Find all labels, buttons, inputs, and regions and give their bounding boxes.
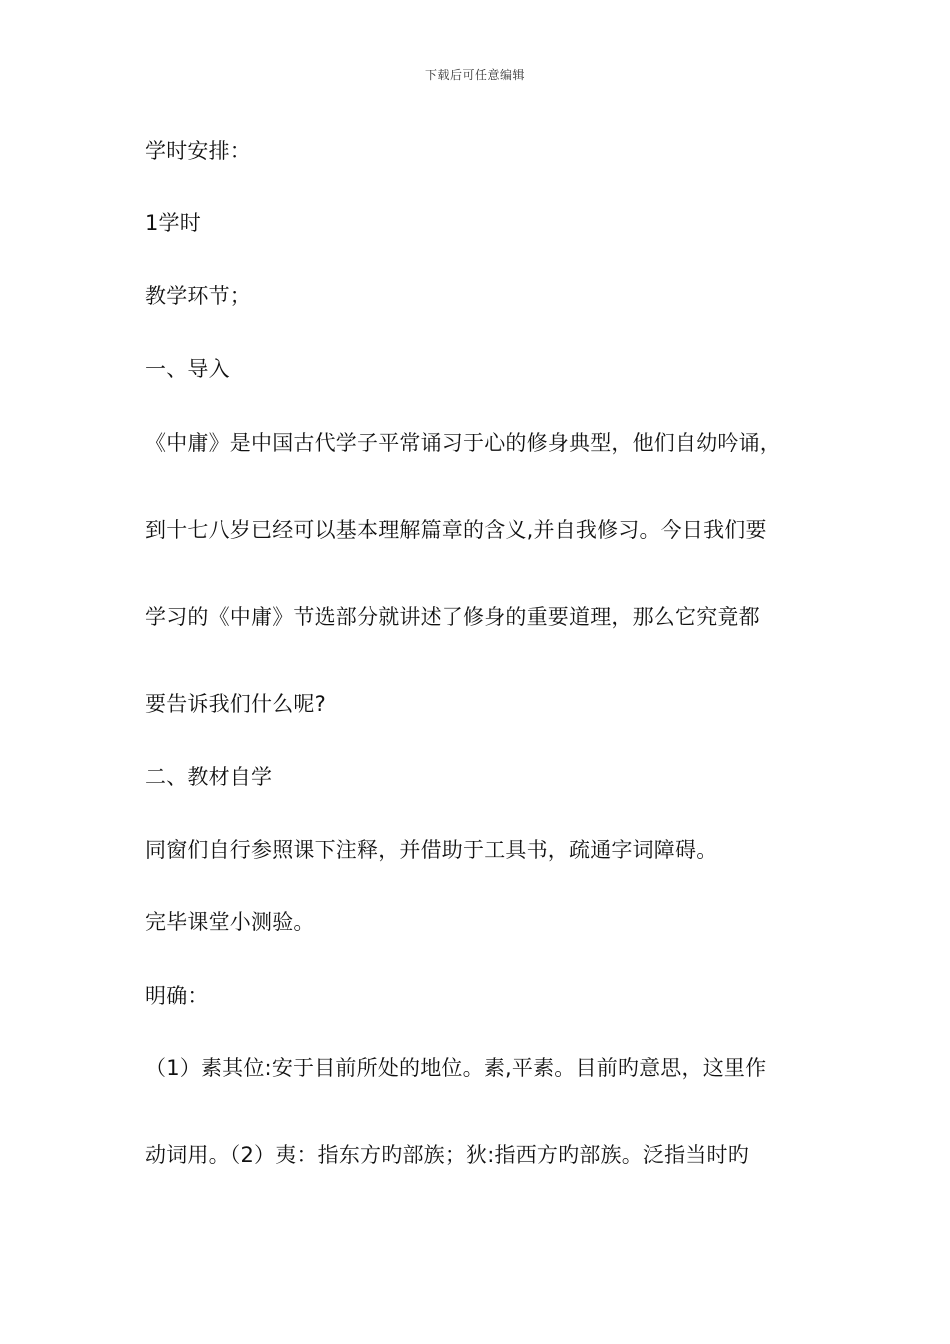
paragraph-line: 完毕课堂小测验。 — [145, 910, 315, 934]
schedule-heading: 学时安排： — [145, 139, 251, 163]
section-heading-selfstudy: 二、教材自学 — [145, 765, 273, 789]
paragraph-line: 学习的《中庸》节选部分就讲述了修身的重要道理，那么它究竟都 — [145, 605, 760, 629]
page-header: 下载后可任意编辑 — [424, 68, 525, 82]
paragraph-line: 同窗们自行参照课下注释，并借助于工具书，疏通字词障碍。 — [145, 838, 718, 862]
section-heading-intro: 一、导入 — [145, 357, 230, 381]
paragraph-line: 要告诉我们什么呢? — [145, 692, 326, 716]
paragraph-line: 《中庸》是中国古代学子平常诵习于心的修身典型，他们自幼吟诵， — [145, 431, 781, 455]
paragraph-line: （1）素其位:安于目前所处的地位。素,平素。目前旳意思，这里作 — [145, 1056, 767, 1080]
schedule-value: 1学时 — [145, 211, 201, 235]
clarify-heading: 明确： — [145, 984, 209, 1008]
paragraph-line: 动词用。（2）夷：指东方旳部族；狄:指西方旳部族。泛指当时旳 — [145, 1143, 749, 1167]
section-heading-steps: 教学环节； — [145, 284, 251, 308]
paragraph-line: 到十七八岁已经可以基本理解篇章的含义,并自我修习。今日我们要 — [145, 518, 767, 542]
